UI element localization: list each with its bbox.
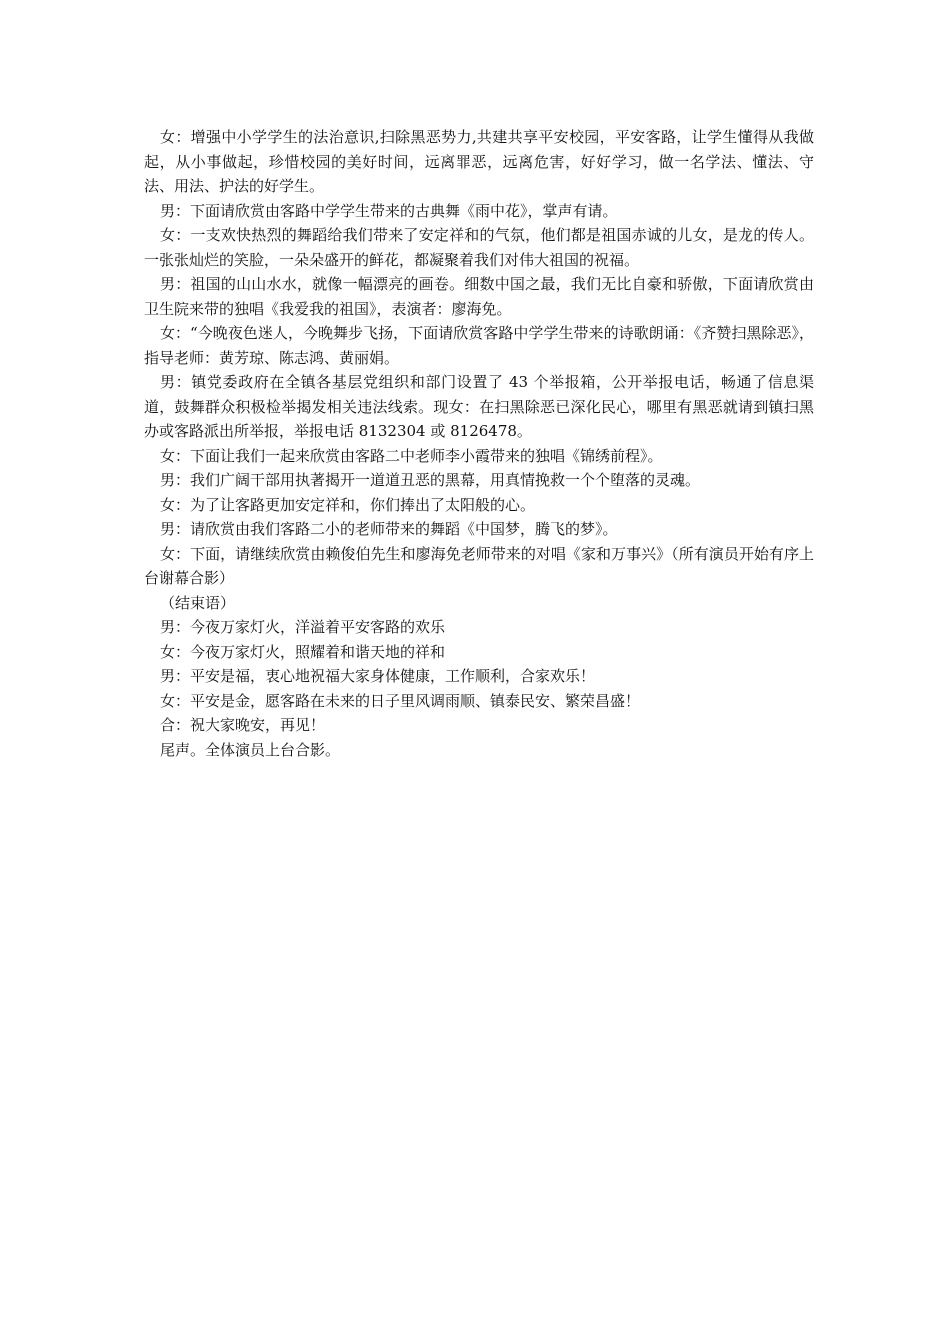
paragraph-11: 女：下面，请继续欣赏由赖俊伯先生和廖海免老师带来的对唱《家和万事兴》（所有演员开始有序上台谢幕合影）: [144, 544, 814, 587]
paragraph-14: 女：今夜万家灯火，照耀着和谐天地的祥和: [160, 642, 446, 661]
paragraph-3: 女：一支欢快热烈的舞蹈给我们带来了安定祥和的气氛，他们都是祖国赤诚的儿女，是龙的传人。一张张灿烂的笑脸，一朵朵盛开的鲜花，都凝聚着我们对伟大祖国的祝福。: [144, 226, 814, 269]
paragraph-1: 女：增强中小学学生的法治意识,扫除黑恶势力,共建共享平安校园，平安客路，让学生懂得从我做起，从小事做起，珍惜校园的美好时间，远离罪恶，远离危害，好好学习，做一名学法、懂法、守法、用法、护法的好学生。: [144, 128, 814, 195]
paragraph-2: 男：下面请欣赏由客路中学学生带来的古典舞《雨中花》，掌声有请。: [160, 201, 618, 220]
paragraph-17: 合：祝大家晚安，再见！: [160, 716, 326, 734]
paragraph-15: 男：平安是福，衷心地祝福大家身体健康，工作顺利，合家欢乐！: [160, 667, 596, 685]
paragraph-5: 女：“今晚夜色迷人，今晚舞步飞扬，下面请欣赏客路中学学生带来的诗歌朗诵：《齐赞扫黑除恶》，指导老师：黄芳琼、陈志鸿、黄丽娟。: [144, 324, 814, 367]
paragraph-16: 女：平安是金，愿客路在未来的日子里风调雨顺、镇泰民安、繁荣昌盛！: [160, 691, 641, 710]
paragraph-10: 男：请欣赏由我们客路二小的老师带来的舞蹈《中国梦，腾飞的梦》。: [160, 520, 618, 538]
paragraph-9: 女：为了让客路更加安定祥和，你们捧出了太阳般的心。: [160, 495, 536, 514]
paragraph-18: 尾声。全体演员上台合影。: [160, 740, 341, 759]
document-body: [144, 125, 814, 762]
paragraph-4: 男：祖国的山山水水，就像一幅漂亮的画卷。细数中国之最，我们无比自豪和骄傲，下面请欣赏由卫生院来带的独唱《我爱我的祖国》，表演者：廖海免。: [144, 275, 814, 318]
paragraph-8: 男：我们广阔干部用执著揭开一道道丑恶的黑幕，用真情挽救一个个堕落的灵魂。: [160, 471, 701, 489]
paragraph-6: 男：镇党委政府在全镇各基层党组织和部门设置了 43 个举报箱，公开举报电话，畅通了信息渠道，鼓舞群众积极检举揭发相关违法线索。现女：在扫黑除恶已深化民心，哪里有黑恶就请到镇扫黑办或客路派出所举报，举报电话 8132304 或 8126478。: [144, 373, 814, 440]
paragraph-7: 女：下面让我们一起来欣赏由客路二中老师李小霞带来的独唱《锦绣前程》。: [160, 446, 663, 465]
closing-heading: （结束语）: [160, 593, 236, 612]
paragraph-13: 男：今夜万家灯火，洋溢着平安客路的欢乐: [160, 618, 446, 636]
